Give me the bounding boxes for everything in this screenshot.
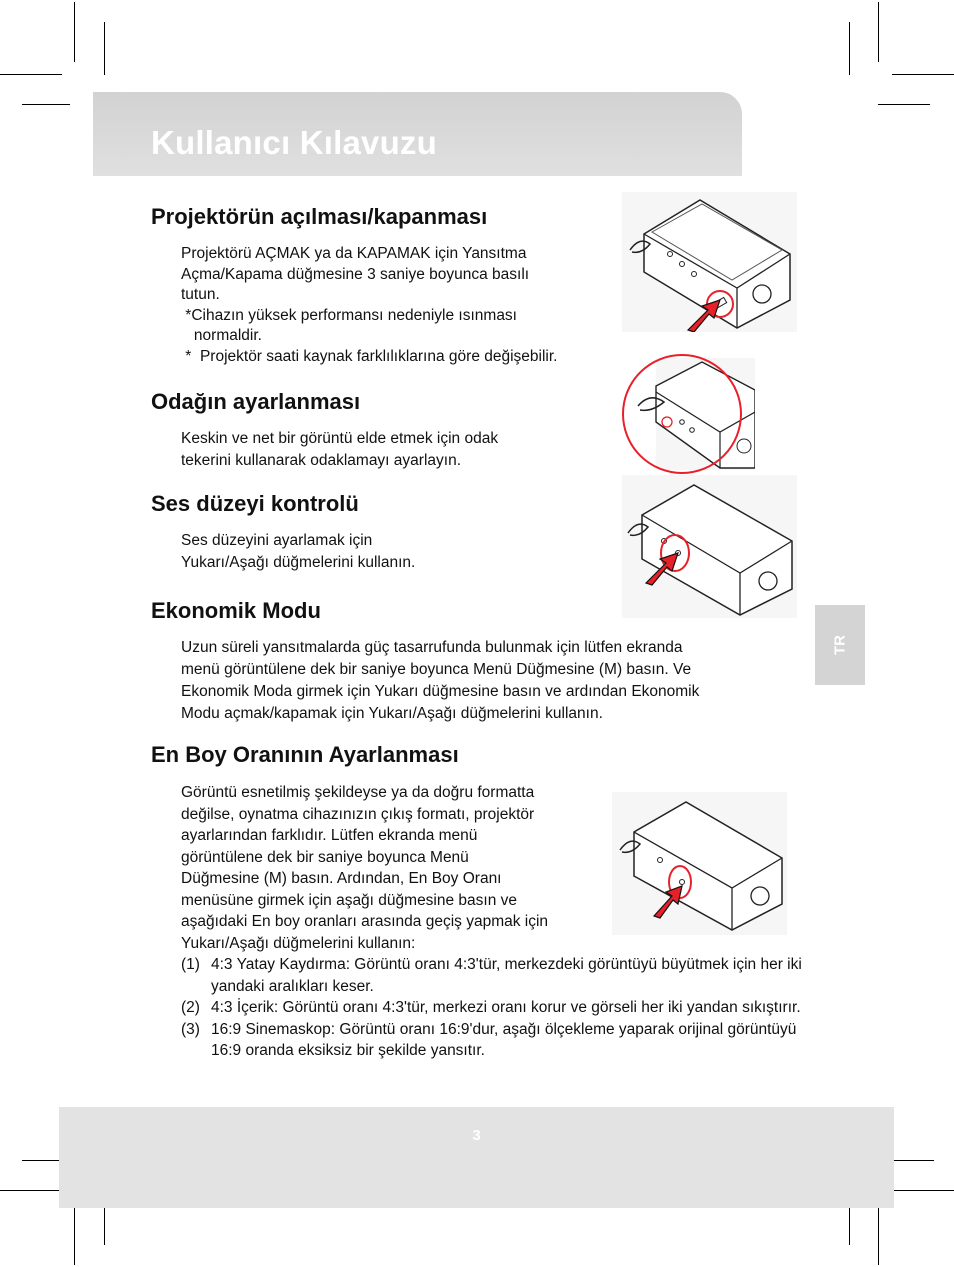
page-footer xyxy=(59,1107,894,1208)
crop-mark xyxy=(878,104,930,105)
projector-power-button-illustration xyxy=(622,192,797,332)
text-line: ayarlarından farklıdır. Lütfen ekranda menü xyxy=(181,827,478,844)
crop-mark xyxy=(878,1205,879,1265)
page-title: Kullanıcı Kılavuzu xyxy=(151,124,437,161)
crop-mark xyxy=(74,1205,75,1265)
page-number: 3 xyxy=(472,1127,481,1144)
text-line: *Cihazın yüksek performansı nedeniyle ısınması xyxy=(181,306,517,324)
text-line: menü görüntülene dek bir saniye boyunca Menü Düğmesine (M) basın. Ve xyxy=(181,661,692,678)
language-tab xyxy=(815,605,865,685)
crop-mark xyxy=(104,22,105,75)
text-line: Açma/Kapama düğmesine 3 saniye boyunca basılı xyxy=(181,265,530,283)
list-text: 4:3 İçerik: Görüntü oranı 4:3'tür, merkezi oranı korur ve görseli her iki yandan sıkıştırır. xyxy=(211,999,801,1016)
text-line: görüntülene dek bir saniye boyunca Menü xyxy=(181,848,469,866)
list-text: 16:9 Sinemaskop: Görüntü oranı 16:9'dur, aşağı ölçekleme yaparak orijinal görüntüyü 16:9 oranda eksiksiz bir şekilde yansıtır. xyxy=(211,1020,797,1059)
crop-mark xyxy=(878,2,879,62)
crop-mark xyxy=(849,22,850,75)
text-line: Yukarı/Aşağı düğmelerini kullanın. xyxy=(181,554,416,571)
text-line: Keskin ve net bir görüntü elde etmek için odak xyxy=(181,430,499,447)
text-line: değilse, oynatma cihazınızın çıkış formatı, projektör xyxy=(181,805,535,823)
section-heading-aspect: En Boy Oranının Ayarlanması xyxy=(151,742,459,767)
list-number: (1) xyxy=(181,956,200,973)
projector-volume-buttons-illustration xyxy=(622,475,797,618)
language-tab-label: TR xyxy=(831,635,849,655)
list-item xyxy=(181,997,811,1019)
text-line: Ses düzeyini ayarlamak için xyxy=(181,532,373,549)
text-line: normaldir. xyxy=(181,327,262,344)
aspect-ratio-list xyxy=(181,954,811,1062)
section-body-focus xyxy=(181,428,498,472)
projector-menu-buttons-illustration xyxy=(612,792,787,935)
crop-mark xyxy=(0,74,62,75)
projector-focus-wheel-illustration xyxy=(620,352,755,476)
section-heading-focus: Odağın ayarlanması xyxy=(151,389,361,414)
text-line: Düğmesine (M) basın. Ardından, En Boy Oranı xyxy=(181,870,502,887)
text-line: Uzun süreli yansıtmalarda güç tasarrufunda bulunmak için lütfen ekranda xyxy=(181,639,683,656)
crop-mark xyxy=(892,1190,954,1191)
section-heading-eco: Ekonomik Modu xyxy=(151,598,321,623)
section-body-aspect xyxy=(181,782,548,954)
list-text: 4:3 Yatay Kaydırma: Görüntü oranı 4:3'tür, merkezdeki görüntüyü büyütmek için her iki yandaki aralıkları keser. xyxy=(211,956,802,995)
text-line: menüsüne girmek için aşağı düğmesine basın ve xyxy=(181,891,518,909)
section-body-volume xyxy=(181,530,415,574)
crop-mark xyxy=(22,104,70,105)
text-line: aşağıdaki En boy oranları arasında geçiş yapmak için xyxy=(181,913,549,930)
list-number: (2) xyxy=(181,999,200,1016)
list-number: (3) xyxy=(181,1020,200,1038)
list-item xyxy=(181,954,811,997)
section-heading-power: Projektörün açılması/kapanması xyxy=(151,204,488,229)
text-line: tutun. xyxy=(181,286,220,303)
crop-mark xyxy=(892,74,954,75)
text-line: Ekonomik Moda girmek için Yukarı düğmesine basın ve ardından Ekonomik xyxy=(181,683,700,700)
list-item xyxy=(181,1019,811,1062)
section-heading-volume: Ses düzeyi kontrolü xyxy=(151,491,359,516)
text-line: Görüntü esnetilmiş şekildeyse ya da doğru formatta xyxy=(181,784,535,801)
text-line: Projektörü AÇMAK ya da KAPAMAK için Yansıtma xyxy=(181,245,527,262)
crop-mark xyxy=(0,1190,62,1191)
text-line: * Projektör saati kaynak farklılıklarına göre değişebilir. xyxy=(181,347,558,365)
crop-mark xyxy=(74,2,75,62)
section-body-eco xyxy=(181,637,699,725)
text-line: tekerini kullanarak odaklamayı ayarlayın. xyxy=(181,452,461,469)
text-line: Yukarı/Aşağı düğmelerini kullanın: xyxy=(181,934,416,952)
text-line: Modu açmak/kapamak için Yukarı/Aşağı düğmelerini kullanın. xyxy=(181,705,603,722)
header-banner xyxy=(93,92,742,176)
section-body-power xyxy=(181,244,557,367)
